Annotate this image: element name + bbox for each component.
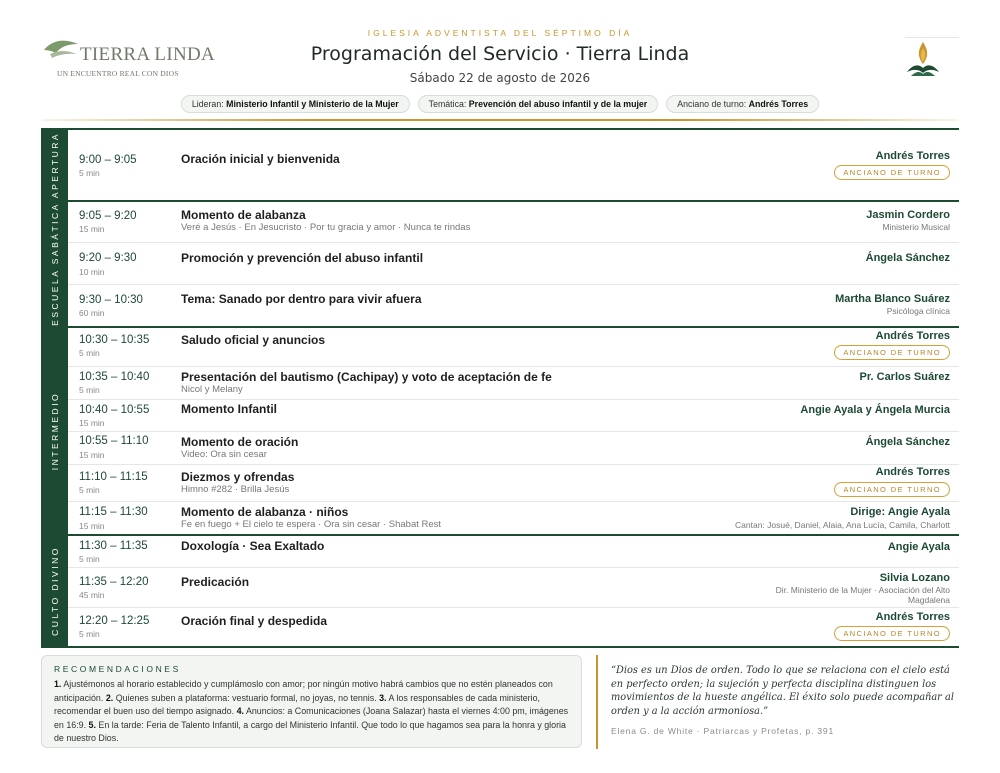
divider bbox=[905, 37, 959, 38]
row-time: 10:35 – 10:40 bbox=[79, 371, 150, 383]
schedule-row bbox=[68, 399, 959, 431]
row-time: 10:30 – 10:35 bbox=[79, 334, 150, 346]
row-activity: Promoción y prevención del abuso infantil bbox=[181, 251, 424, 265]
row-time: 10:55 – 11:10 bbox=[79, 435, 149, 447]
row-person: Angie Ayala bbox=[887, 541, 950, 553]
rec-item: Ajustémonos al horario establecido y cumplámoslo con amor; por ningún motivo habrá cambios que no estén planeados con anticipación. bbox=[54, 679, 553, 703]
row-duration: 5 min bbox=[79, 168, 100, 178]
row-person: Pr. Carlos Suárez bbox=[859, 371, 950, 383]
recommendations-title: RECOMENDACIONES bbox=[54, 664, 181, 674]
row-time: 10:40 – 10:55 bbox=[79, 404, 150, 416]
row-activity: Momento de alabanza · niños bbox=[181, 505, 349, 519]
section-label: INTERMEDIO bbox=[41, 328, 68, 534]
schedule-row bbox=[68, 501, 959, 534]
rec-number: 3. bbox=[379, 692, 387, 703]
row-time: 9:05 – 9:20 bbox=[79, 210, 137, 222]
row-person: Martha Blanco Suárez bbox=[835, 293, 950, 305]
schedule-row bbox=[68, 202, 959, 242]
adventist-logo-icon bbox=[903, 40, 943, 85]
church-name-eyebrow: IGLESIA ADVENTISTA DEL SÉPTIMO DÍA bbox=[367, 28, 633, 38]
row-activity: Tema: Sanado por dentro para vivir afuera bbox=[181, 292, 422, 306]
row-role: Psicóloga clínica bbox=[886, 306, 950, 316]
schedule-row bbox=[68, 284, 959, 326]
row-time: 9:20 – 9:30 bbox=[79, 252, 137, 264]
schedule-row bbox=[68, 536, 959, 567]
elder-badge: ANCIANO DE TURNO bbox=[834, 345, 950, 360]
pill-value: Ministerio Infantil y Ministerio de la Mujer bbox=[226, 99, 399, 109]
row-duration: 5 min bbox=[79, 554, 100, 564]
row-detail: Himno #282 · Brilla Jesús bbox=[181, 484, 290, 495]
row-activity: Momento de oración bbox=[181, 435, 299, 449]
recommendations-text bbox=[54, 678, 569, 746]
schedule-row bbox=[68, 464, 959, 501]
schedule-row bbox=[68, 130, 959, 200]
elder-badge: ANCIANO DE TURNO bbox=[834, 165, 950, 180]
row-duration: 15 min bbox=[79, 521, 105, 531]
pill-value: Andrés Torres bbox=[748, 99, 809, 109]
page-title: Programación del Servicio · Tierra Linda bbox=[310, 43, 690, 65]
rec-item: Anuncios: a Comunicaciones (Joana Salazar) hasta el viernes 4:00 pm, imágenes en 16:9. bbox=[54, 706, 569, 730]
row-activity: Predicación bbox=[181, 575, 250, 589]
row-duration: 10 min bbox=[79, 267, 105, 277]
row-person: Ángela Sánchez bbox=[865, 252, 950, 264]
quote-text: “Dios es un Dios de orden. Todo lo que se relaciona con el cielo está en perfecto orden; la sujeción y perfecta disciplina distinguen los movimientos de la hueste angélica. El éxito solo puede acompañar al orden y a la acción armoniosa.” bbox=[611, 665, 954, 717]
row-duration: 15 min bbox=[79, 224, 105, 234]
section-label: ESCUELA SABÁTICA bbox=[41, 202, 68, 326]
row-activity: Oración final y despedida bbox=[181, 614, 328, 628]
row-duration: 45 min bbox=[79, 590, 105, 600]
rec-item: Quienes suben a plataforma: vestuario formal, no joyas, no tennis. bbox=[115, 692, 377, 703]
row-time: 11:30 – 11:35 bbox=[79, 540, 148, 552]
row-duration: 15 min bbox=[79, 450, 105, 460]
row-person: Andrés Torres bbox=[875, 150, 950, 162]
pill-label: Lideran: bbox=[191, 99, 224, 109]
section-escuela-sabatica bbox=[41, 200, 959, 326]
theme-pill bbox=[418, 95, 659, 113]
rec-number: 4. bbox=[236, 706, 244, 716]
rec-number: 5. bbox=[88, 719, 96, 730]
pill-value: Prevención del abuso infantil y de la mujer bbox=[468, 99, 648, 109]
row-duration: 5 min bbox=[79, 385, 100, 395]
row-time: 11:15 – 11:30 bbox=[79, 506, 148, 518]
row-role: Cantan: Josué, Daniel, Alaia, Ana Lucía, Camila, Charlott bbox=[735, 520, 950, 530]
quote-accent-bar bbox=[596, 655, 598, 749]
section-label: CULTO DIVINO bbox=[41, 536, 68, 646]
schedule-row bbox=[68, 242, 959, 284]
row-activity: Saludo oficial y anuncios bbox=[181, 333, 326, 347]
service-date: Sábado 22 de agosto de 2026 bbox=[409, 71, 591, 85]
row-detail: Video: Ora sin cesar bbox=[181, 449, 267, 460]
row-person: Angie Ayala y Ángela Murcia bbox=[800, 404, 950, 416]
row-time: 9:30 – 10:30 bbox=[79, 294, 143, 306]
row-person: Ángela Sánchez bbox=[865, 436, 950, 448]
row-activity: Presentación del bautismo (Cachipay) y voto de aceptación de fe bbox=[181, 370, 552, 384]
recommendations-box bbox=[41, 655, 582, 748]
row-duration: 5 min bbox=[79, 485, 100, 495]
row-activity: Momento de alabanza bbox=[181, 208, 306, 222]
row-time: 11:35 – 12:20 bbox=[79, 576, 149, 588]
service-schedule bbox=[41, 128, 959, 648]
quote-source: Elena G. de White · Patriarcas y Profetas, p. 391 bbox=[611, 726, 834, 736]
section-intermedio bbox=[41, 326, 959, 534]
row-duration: 60 min bbox=[79, 308, 105, 318]
rec-item: A los responsables de cada ministerio, recomendar el buen uso del tiempo asignado. bbox=[54, 692, 540, 716]
rec-number: 1. bbox=[54, 679, 62, 689]
elder-badge: ANCIANO DE TURNO bbox=[834, 482, 950, 497]
section-apertura bbox=[41, 128, 959, 200]
row-duration: 5 min bbox=[79, 348, 100, 358]
row-time: 9:00 – 9:05 bbox=[79, 154, 137, 166]
row-person: Andrés Torres bbox=[875, 330, 950, 342]
pill-label: Temática: bbox=[428, 99, 467, 109]
service-info-pills bbox=[0, 95, 1000, 113]
row-person: Jasmin Cordero bbox=[866, 209, 950, 221]
row-duration: 5 min bbox=[79, 629, 100, 639]
row-time: 12:20 – 12:25 bbox=[79, 615, 150, 627]
section-label: APERTURA bbox=[41, 130, 68, 200]
row-role: Dir. Ministerio de la Mujer · Asociación del Alto Magdalena bbox=[775, 585, 950, 605]
schedule-row bbox=[68, 431, 959, 464]
row-activity: Doxología · Sea Exaltado bbox=[181, 539, 325, 553]
schedule-row bbox=[68, 567, 959, 607]
row-activity: Momento Infantil bbox=[181, 402, 277, 416]
row-time: 11:10 – 11:15 bbox=[79, 471, 148, 483]
schedule-row bbox=[68, 607, 959, 646]
elder-badge: ANCIANO DE TURNO bbox=[834, 626, 950, 641]
row-person: Andrés Torres bbox=[875, 611, 950, 623]
schedule-row bbox=[68, 366, 959, 399]
header-divider bbox=[42, 119, 958, 121]
row-person: Andrés Torres bbox=[875, 466, 950, 478]
section-culto-divino bbox=[41, 534, 959, 648]
schedule-row bbox=[68, 328, 959, 366]
pill-label: Anciano de turno: bbox=[677, 99, 747, 109]
row-activity: Diezmos y ofrendas bbox=[181, 470, 295, 484]
logo-tagline: UN ENCUENTRO REAL CON DIOS bbox=[57, 69, 179, 78]
row-duration: 15 min bbox=[79, 418, 105, 428]
row-detail: Veré a Jesús · En Jesucristo · Por tu gracia y amor · Nunca te rindas bbox=[181, 222, 471, 233]
row-person: Dirige: Angie Ayala bbox=[850, 506, 950, 518]
elder-on-duty-pill bbox=[666, 95, 819, 113]
row-activity: Oración inicial y bienvenida bbox=[181, 152, 340, 166]
leaders-pill bbox=[181, 95, 410, 113]
row-role: Ministerio Musical bbox=[882, 222, 950, 232]
rec-item: En la tarde: Feria de Talento Infantil, a cargo del Ministerio Infantil. Que todo lo que hagamos sea para la honra y gloria de nuestro Dios. bbox=[54, 719, 566, 743]
logo-name: TIERRA LINDA bbox=[80, 44, 216, 65]
row-person: Silvia Lozano bbox=[879, 572, 950, 584]
row-detail: Fe en fuego + El cielo te espera · Ora sin cesar · Shabat Rest bbox=[181, 519, 442, 530]
row-detail: Nicol y Melany bbox=[181, 384, 243, 395]
rec-number: 2. bbox=[105, 692, 114, 703]
